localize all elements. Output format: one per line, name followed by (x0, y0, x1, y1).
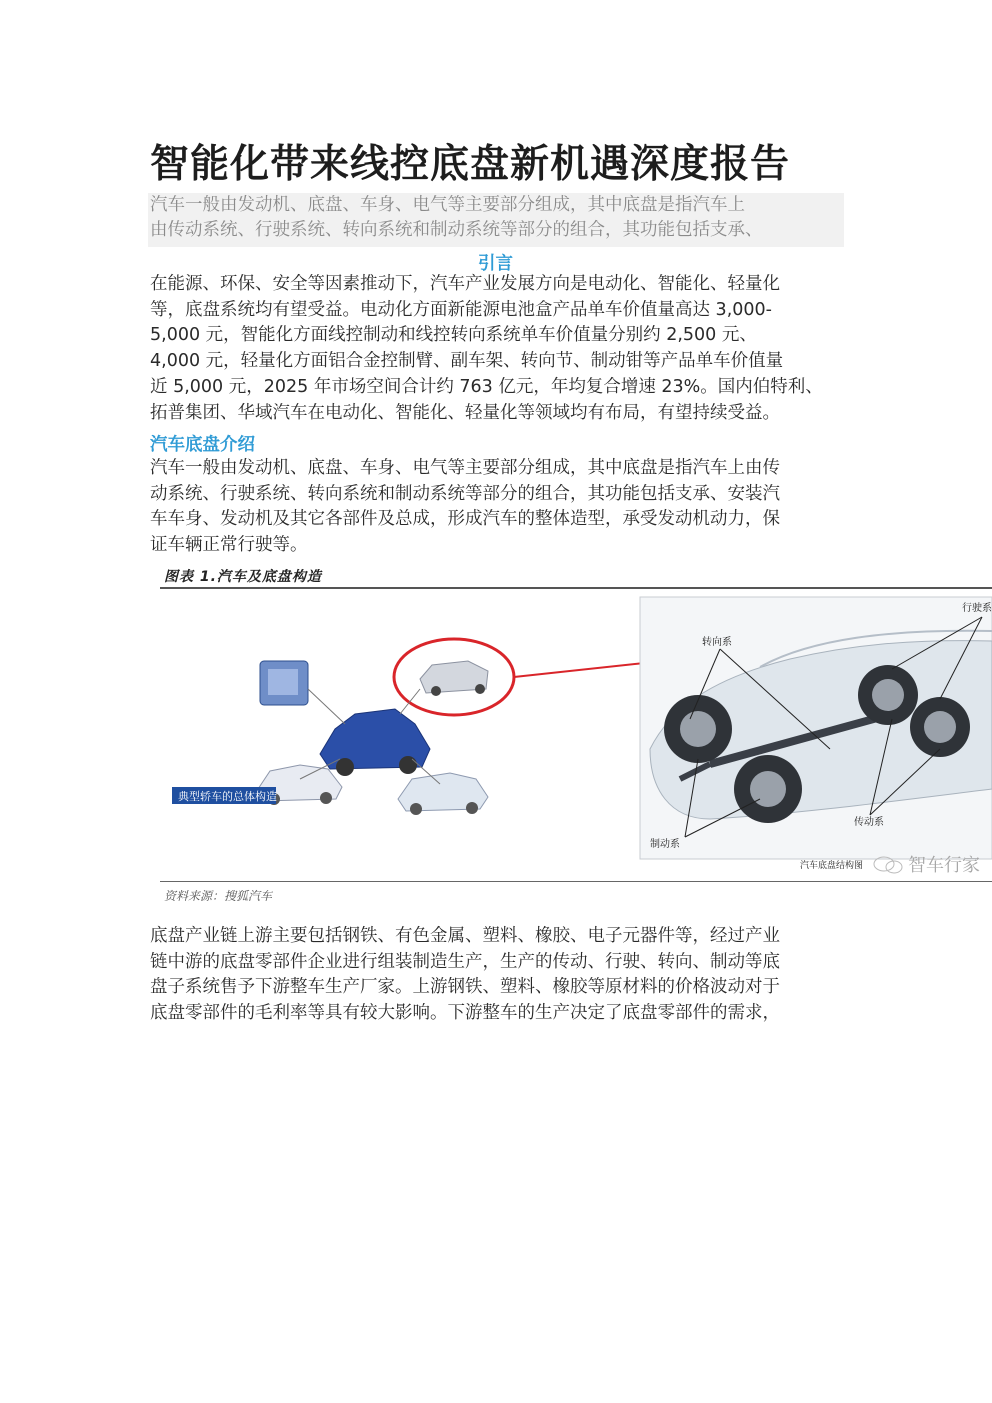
text-line: 等，底盘系统均有望受益。电动化方面新能源电池盒产品单车价值量高达 3,000- (150, 299, 772, 320)
intro-heading: 引言 (478, 254, 513, 274)
figure-caption: 图表 1.汽车及底盘构造 (164, 569, 322, 585)
text-line: 底盘零部件的毛利率等具有较大影响。下游整车的生产决定了底盘零部件的需求， (150, 1003, 780, 1024)
chassis-structure-illustration (640, 597, 992, 859)
text-line: 拓普集团、华域汽车在电动化、智能化、轻量化等领域均有布局，有望持续受益。 (150, 402, 780, 423)
text-line: 链中游的底盘零部件企业进行组装制造生产，生产的传动、行驶、转向、制动等底 (150, 951, 780, 972)
panel-title: 汽车底盘结构图 (800, 861, 864, 871)
label-brake: 制动系 (650, 839, 680, 850)
text-line: 证车辆正常行驶等。 (150, 535, 308, 556)
watermark-text: 智车行家 (908, 855, 980, 876)
figure-rule (160, 881, 992, 882)
text-line: 车车身、发动机及其它各部件及总成，形成汽车的整体造型，承受发动机动力，保 (150, 509, 780, 530)
figure-source: 资料来源：搜狐汽车 (164, 889, 273, 903)
chassis-paragraph (150, 456, 850, 559)
text-line: 近 5,000 元，2025 年市场空间合计约 763 亿元，年均复合增速 23%。国内伯特利、 (150, 376, 823, 397)
text-line: 动系统、行驶系统、转向系统和制动系统等部分的组合，其功能包括支承、安装汽 (150, 483, 780, 504)
text-line: 汽车一般由发动机、底盘、车身、电气等主要部分组成，其中底盘是指汽车上由传 (150, 458, 780, 478)
chassis-heading: 汽车底盘介绍 (150, 435, 255, 455)
text-line: 5,000 元，智能化方面线控制动和线控转向系统单车价值量分别约 2,500 元、 (150, 325, 757, 346)
summary-box (148, 193, 844, 247)
text-line: 盘子系统售予下游整车生产厂家。上游钢铁、塑料、橡胶等原材料的价格波动对于 (150, 977, 780, 998)
page-title: 智能化带来线控底盘新机遇深度报告 (150, 141, 791, 187)
figure-illustration (150, 589, 992, 881)
label-transmission: 传动系 (854, 817, 884, 828)
label-steering: 转向系 (702, 637, 732, 648)
text-line: 底盘产业链上游主要包括钢铁、有色金属、塑料、橡胶、电子元器件等，经过产业 (150, 926, 780, 946)
summary-line: 汽车一般由发动机、底盘、车身、电气等主要部分组成，其中底盘是指汽车上 (150, 195, 745, 215)
intro-paragraph (150, 272, 850, 426)
figure-car-chassis (150, 561, 992, 908)
assembly-label: 典型轿车的总体构造 (178, 790, 277, 803)
label-running: 行驶系 (962, 603, 992, 614)
chain-paragraph (150, 924, 850, 1027)
summary-line: 由传动系统、行驶系统、转向系统和制动系统等部分的组合，其功能包括支承、 (150, 220, 763, 240)
text-line: 在能源、环保、安全等因素推动下，汽车产业发展方向是电动化、智能化、轻量化 (150, 274, 780, 294)
car-assembly-illustration (172, 639, 686, 815)
text-line: 4,000 元，轻量化方面铝合金控制臂、副车架、转向节、制动钳等产品单车价值量 (150, 351, 784, 372)
